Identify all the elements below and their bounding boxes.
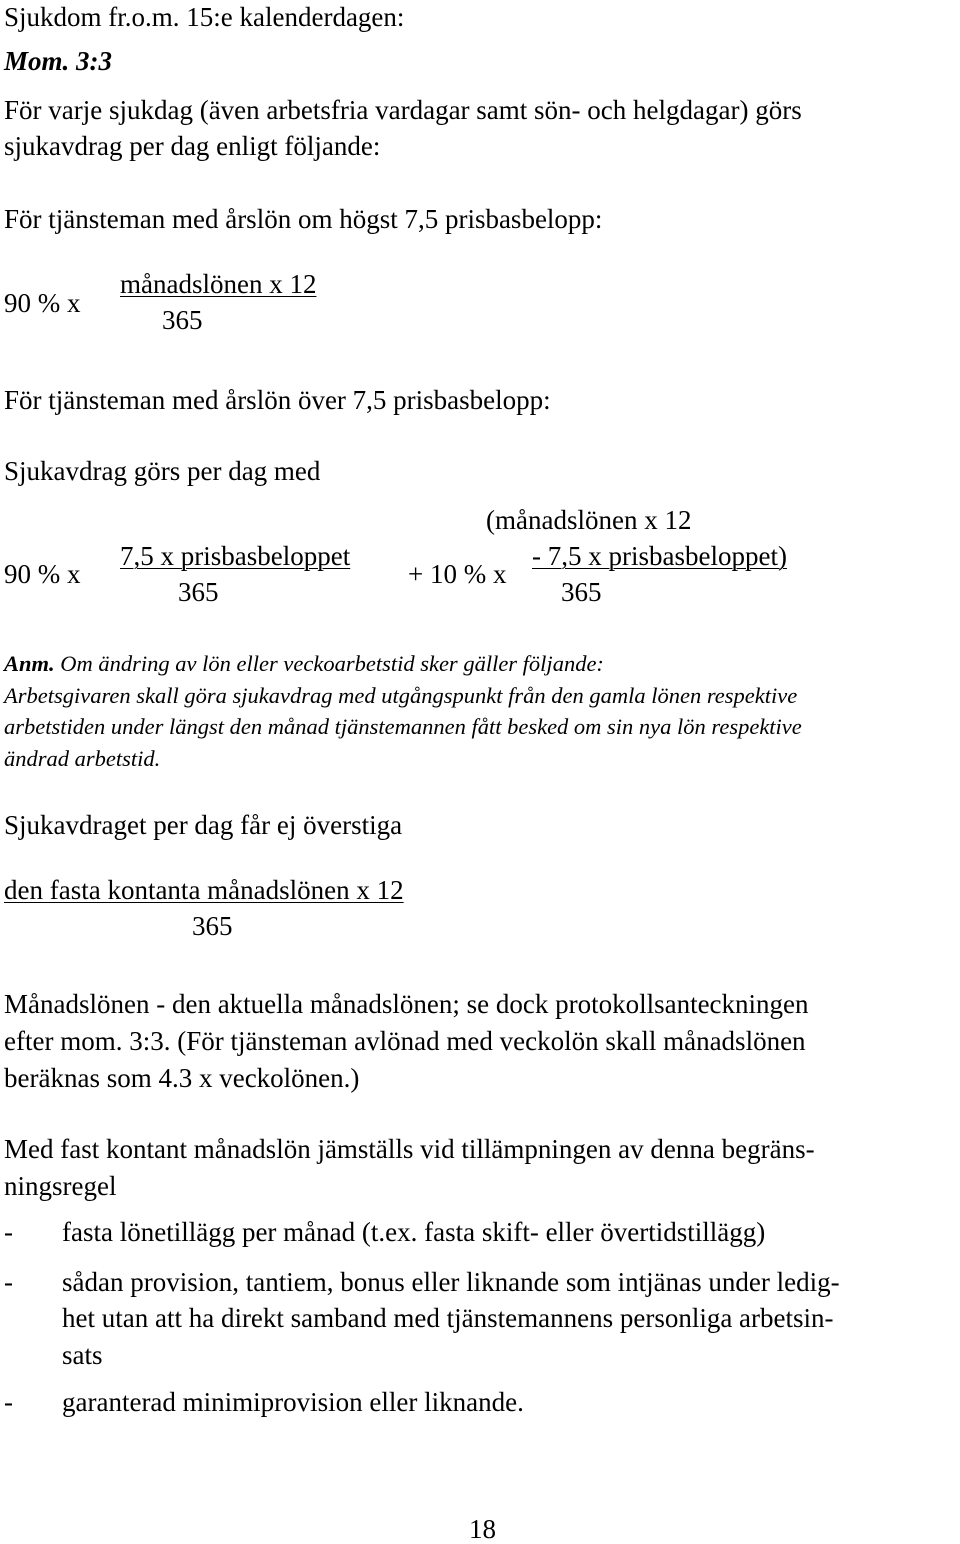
anm-label: Anm. <box>4 651 55 676</box>
anm-intro: Om ändring av lön eller veckoarbetstid sker gäller följande: <box>60 651 604 676</box>
anm-line-1 <box>4 653 604 676</box>
list-item-text: sådan provision, tantiem, bonus eller liknande som intjänas under ledig- <box>62 1267 840 1297</box>
term2-denominator: 365 <box>561 577 602 607</box>
limit-denominator: 365 <box>192 911 233 941</box>
definition-line-2: efter mom. 3:3. (För tjänsteman avlönad med veckolön skall månadslönen <box>4 1026 806 1056</box>
list-item-text: sats <box>62 1340 103 1370</box>
high-income-factor: 90 % x <box>4 559 81 589</box>
low-income-numerator: månadslönen x 12 <box>120 269 317 299</box>
anm-line-2: Arbetsgivaren skall göra sjukavdrag med utgångspunkt från den gamla lönen respektive <box>4 683 798 708</box>
plus-term: + 10 % x <box>408 559 507 589</box>
anm-line-3: arbetstiden under längst den månad tjänstemannen fått besked om sin nya lön respektive <box>4 714 802 739</box>
definition-line-1: Månadslönen - den aktuella månadslönen; se dock protokollsanteckningen <box>4 989 809 1019</box>
low-income-label: För tjänsteman med årslön om högst 7,5 prisbasbelopp: <box>4 204 603 234</box>
fixed-pay-line-2: ningsregel <box>4 1171 117 1201</box>
list-item-text: garanterad minimiprovision eller liknande. <box>62 1387 524 1417</box>
low-income-factor: 90 % x <box>4 288 81 318</box>
term1-denominator: 365 <box>178 577 219 607</box>
low-income-denominator: 365 <box>162 305 203 335</box>
definition-line-3: beräknas som 4.3 x veckolönen.) <box>4 1063 360 1093</box>
term2-numerator-line-1: (månadslönen x 12 <box>486 505 692 535</box>
fixed-pay-line-1: Med fast kontant månadslön jämställs vid tillämpningen av denna begräns- <box>4 1134 815 1164</box>
intro-line-2: sjukavdrag per dag enligt följande: <box>4 131 381 161</box>
limit-text: Sjukavdraget per dag får ej överstiga <box>4 810 403 840</box>
term1-numerator: 7,5 x prisbasbeloppet <box>120 541 351 571</box>
list-dash: - <box>4 1387 13 1417</box>
list-item-text: het utan att ha direkt samband med tjänstemannens personliga arbetsin- <box>62 1303 834 1333</box>
list-dash: - <box>4 1267 13 1297</box>
term2-numerator-line-2: - 7,5 x prisbasbeloppet) <box>532 541 787 571</box>
page-heading: Sjukdom fr.o.m. 15:e kalenderdagen: <box>4 2 405 32</box>
intro-line-1: För varje sjukdag (även arbetsfria vardagar samt sön- och helgdagar) görs <box>4 95 802 125</box>
section-title: Mom. 3:3 <box>4 46 112 76</box>
anm-line-4: ändrad arbetstid. <box>4 746 161 771</box>
page-number: 18 <box>469 1514 496 1544</box>
limit-numerator: den fasta kontanta månadslönen x 12 <box>4 875 404 905</box>
high-income-sublabel: Sjukavdrag görs per dag med <box>4 456 321 486</box>
list-item-text: fasta lönetillägg per månad (t.ex. fasta skift- eller övertidstillägg) <box>62 1217 766 1247</box>
list-dash: - <box>4 1217 13 1247</box>
high-income-label: För tjänsteman med årslön över 7,5 prisbasbelopp: <box>4 385 551 415</box>
